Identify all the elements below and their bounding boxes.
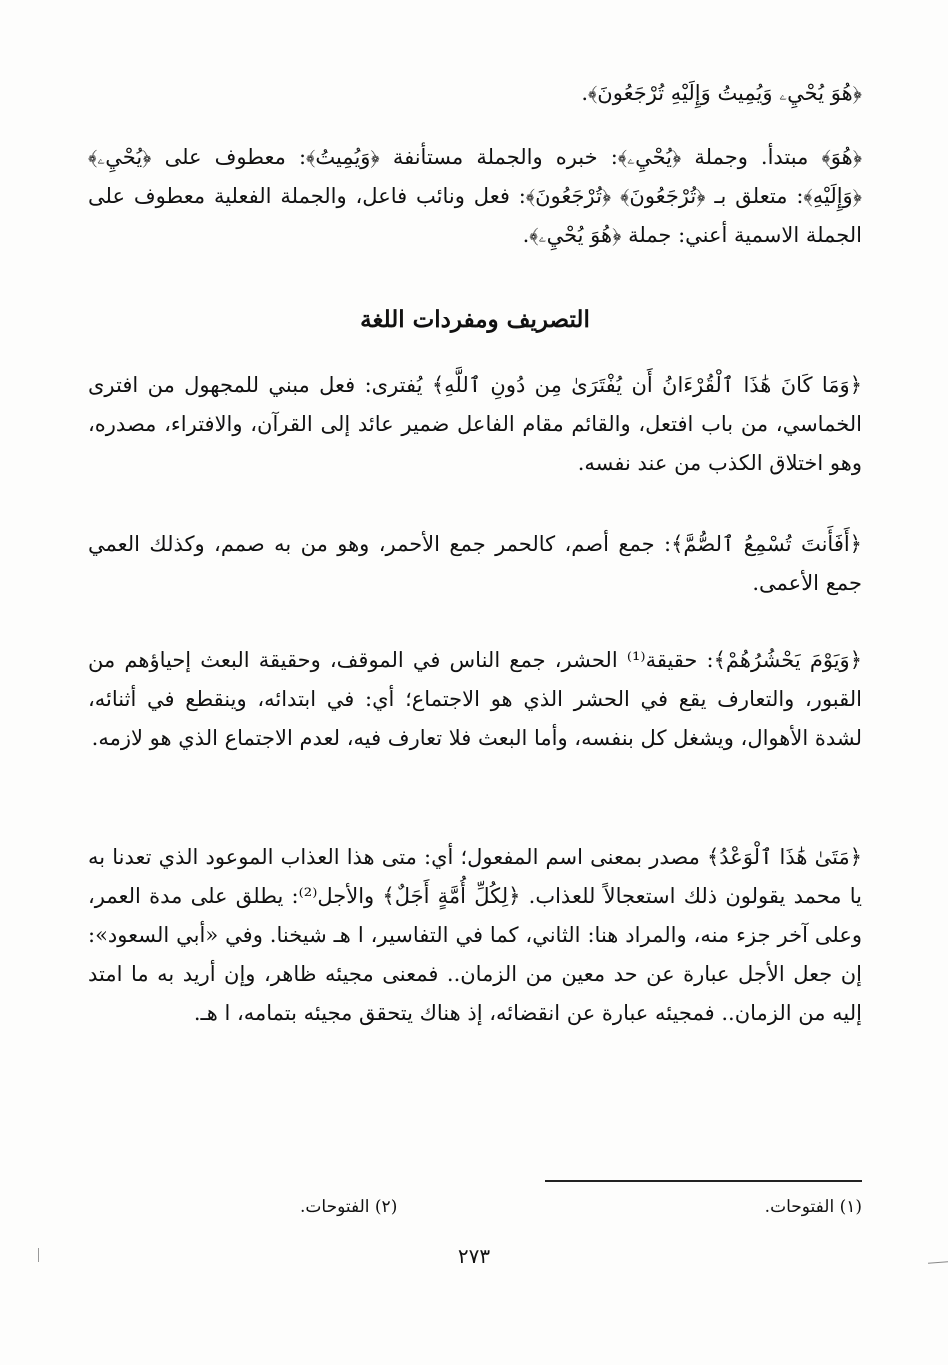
vocabulary-paragraph-yuftara: ﴿وَمَا كَانَ هَٰذَا ٱلْقُرْءَانُ أَن يُفْتَرَىٰ مِن دُونِ ٱللَّهِ﴾ يُفترى: فعل مبني للمجهول من افترى الخماسي، من باب افتعل، والقائم مقام الفاعل ضمير عائد إلى القرآن، والافتراء، مصدره، وهو اختلاق الكذب من عند نفسه.	[88, 373, 862, 475]
page-number: ٢٧٣	[457, 1244, 491, 1268]
vocabulary-paragraph-hashr: ﴿وَيَوْمَ يَحْشُرُهُمْ﴾: حقيقة⁽¹⁾ الحشر، جمع الناس في الموقف، وحقيقة البعث إحياؤهم من القبور، والتعارف يقع في الحشر الذي هو الاجتماع؛ أي: في ابتدائه، وينقطع في أثنائه، لشدة الأهوال، ويشغل كل بنفسه، وأما البعث فلا تعارف فيه، لعدم الاجتماع الذي هو لازمه.	[88, 648, 863, 750]
section-heading: التصريف ومفردات اللغة	[360, 306, 590, 333]
footnote-1: (١) الفتوحات.	[764, 1197, 862, 1217]
vocabulary-paragraph-ajal: ﴿مَتَىٰ هَٰذَا ٱلْوَعْدُ﴾ مصدر بمعنى اسم المفعول؛ أي: متى هذا العذاب الموعود الذي تعدنا به يا محمد يقولون ذلك استعجالاً للعذاب. ﴿لِكُلِّ أُمَّةٍ أَجَلٌ﴾ والأجل⁽²⁾: يطلق على مدة العمر، وعلى آخر جزء منه، والمراد هنا: الثاني، كما في التفاسير، ا هـ شيخنا. وفي «أبي السعود»: إن جعل الأجل عبارة عن حد معين من الزمان.. فمعنى مجيئه ظاهر، وإن أريد به ما امتد إليه من الزمان.. فمجيئه عبارة عن انقضائه، إذ هناك يتحقق مجيئه بتمامه، ا هـ.	[88, 845, 862, 1025]
footnotes	[300, 1192, 862, 1222]
footnote-2: (٢) الفتوحات.	[300, 1197, 398, 1217]
grammar-paragraph: ﴿هُوَ﴾ مبتدأ. وجملة ﴿يُحْيِۦ﴾: خبره والجملة مستأنفة ﴿وَيُمِيتُ﴾: معطوف على ﴿يُحْيِۦ﴾ ﴿وَإِلَيْهِ﴾: متعلق بـ ﴿تُرْجَعُونَ﴾ ﴿تُرْجَعُونَ﴾: فعل ونائب فاعل، والجملة الفعلية معطوف على الجملة الاسمية أعني: جملة ﴿هُوَ يُحْيِۦ﴾.	[88, 145, 862, 247]
vocabulary-paragraph-summ: ﴿أَفَأَنتَ تُسْمِعُ ٱلصُّمَّ﴾: جمع أصم، كالحمر جمع الأحمر، وهو من به صمم، وكذلك العمي جمع الأعمى.	[88, 532, 862, 595]
scan-artifact-dot	[38, 1248, 39, 1262]
verse-line: ﴿هُوَ يُحْيِۦ وَيُمِيتُ وَإِلَيْهِ تُرْجَعُونَ﴾.	[581, 81, 862, 105]
footnote-divider	[545, 1180, 862, 1182]
scan-artifact-line	[928, 1261, 948, 1263]
